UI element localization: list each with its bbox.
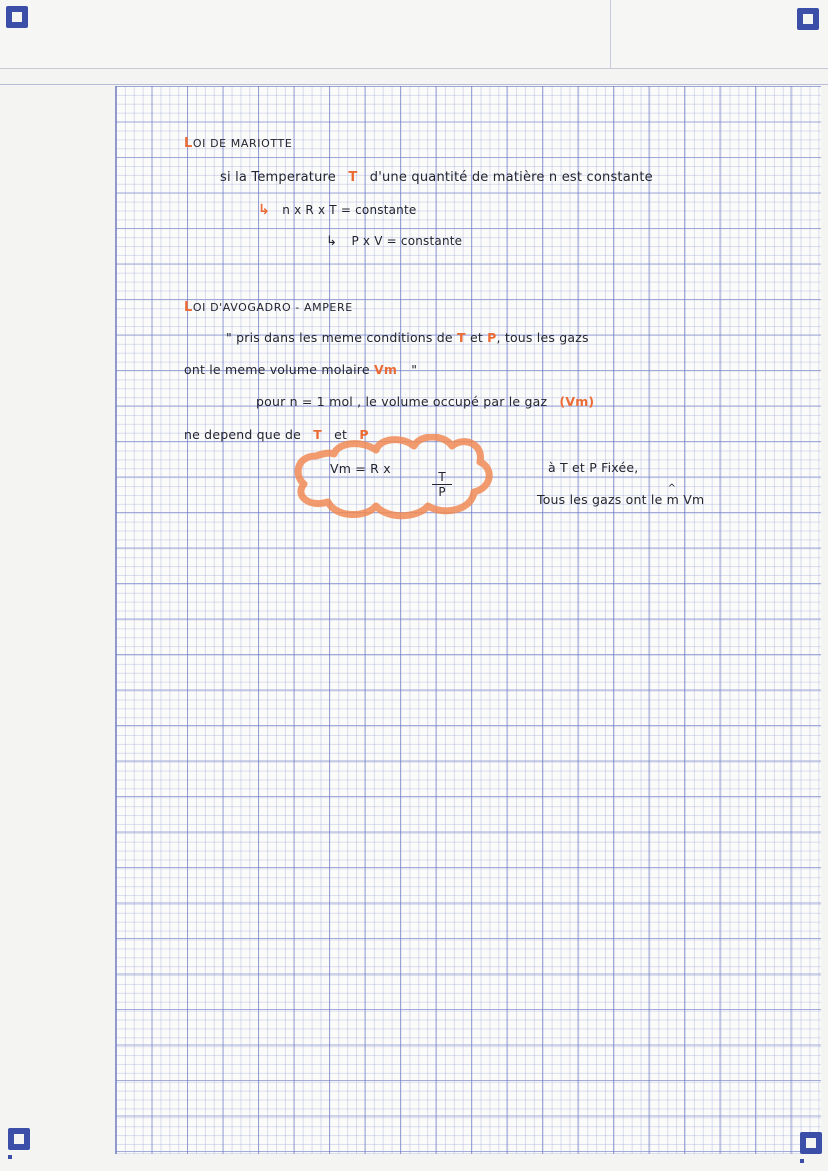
- avogadro-quote-et: et: [469, 330, 483, 345]
- avogadro-quote-T: T: [457, 330, 466, 345]
- avogadro-quote2-end: ": [411, 362, 418, 377]
- mariotte-line3: [326, 234, 462, 249]
- header-divider: [610, 0, 611, 68]
- margin-rule: [0, 84, 828, 85]
- avogadro-quote2-a: ont le meme volume molaire: [184, 362, 370, 377]
- mariotte-line1-var: T: [348, 170, 358, 185]
- note-line1: à T et P Fixée,: [548, 460, 639, 475]
- formula-numerator: T: [432, 470, 452, 485]
- note-line2-m: ^ m: [667, 492, 679, 507]
- mariotte-line2-text: n x R x T = constante: [282, 203, 417, 217]
- formula-lhs: Vm = R x: [330, 461, 391, 476]
- mariotte-title: [184, 136, 292, 151]
- avogadro-quote-P: P: [487, 330, 497, 345]
- arrow-dark-icon: ↳: [326, 234, 338, 249]
- note-line2: [537, 492, 704, 507]
- page-header-strip: [0, 0, 828, 69]
- avogadro-pour-a: pour n = 1 mol , le volume occupé par le gaz: [256, 394, 548, 409]
- formula-denominator: P: [438, 485, 446, 499]
- avogadro-depend-et: et: [334, 427, 348, 442]
- note-line2-a: Tous les gazs ont le: [537, 492, 663, 507]
- avogadro-quote-line1: [226, 330, 589, 345]
- mariotte-title-rest: OI DE MARIOTTE: [192, 137, 293, 150]
- avogadro-quote2-var: Vm: [373, 362, 398, 377]
- mariotte-line1: [220, 170, 653, 185]
- corner-mark-icon: [6, 6, 28, 28]
- avogadro-depend-T: T: [313, 427, 322, 442]
- avogadro-title-initial: L: [184, 300, 193, 315]
- corner-mark-icon: [797, 8, 819, 30]
- avogadro-depend-P: P: [359, 427, 369, 442]
- corner-mark-icon: [8, 1128, 30, 1150]
- arrow-orange-icon: ↳: [258, 202, 270, 218]
- avogadro-pour-var: (Vm): [559, 394, 595, 409]
- mariotte-line1-b: d'une quantité de matière n est constante: [369, 170, 653, 185]
- formula-cloud-highlight: [288, 434, 498, 524]
- avogadro-quote-b: , tous les gazs: [496, 330, 589, 345]
- avogadro-depend-a: ne depend que de: [184, 427, 302, 442]
- avogadro-pour-line: [256, 394, 594, 409]
- avogadro-quote-a: " pris dans les meme conditions de: [226, 330, 453, 345]
- mariotte-line3-text: P x V = constante: [351, 234, 463, 248]
- graph-paper-grid: [115, 86, 821, 1154]
- mariotte-title-initial: L: [184, 136, 193, 151]
- note-line2-b: Vm: [683, 492, 705, 507]
- mariotte-line1-a: si la Temperature: [220, 170, 336, 185]
- avogadro-title-rest: OI D'AVOGADRO - AMPERE: [192, 301, 353, 314]
- avogadro-quote-line2: [184, 362, 417, 377]
- formula-fraction: [432, 470, 452, 499]
- mariotte-line2: [258, 202, 416, 218]
- corner-mark-icon: [800, 1132, 822, 1154]
- avogadro-title: [184, 300, 353, 315]
